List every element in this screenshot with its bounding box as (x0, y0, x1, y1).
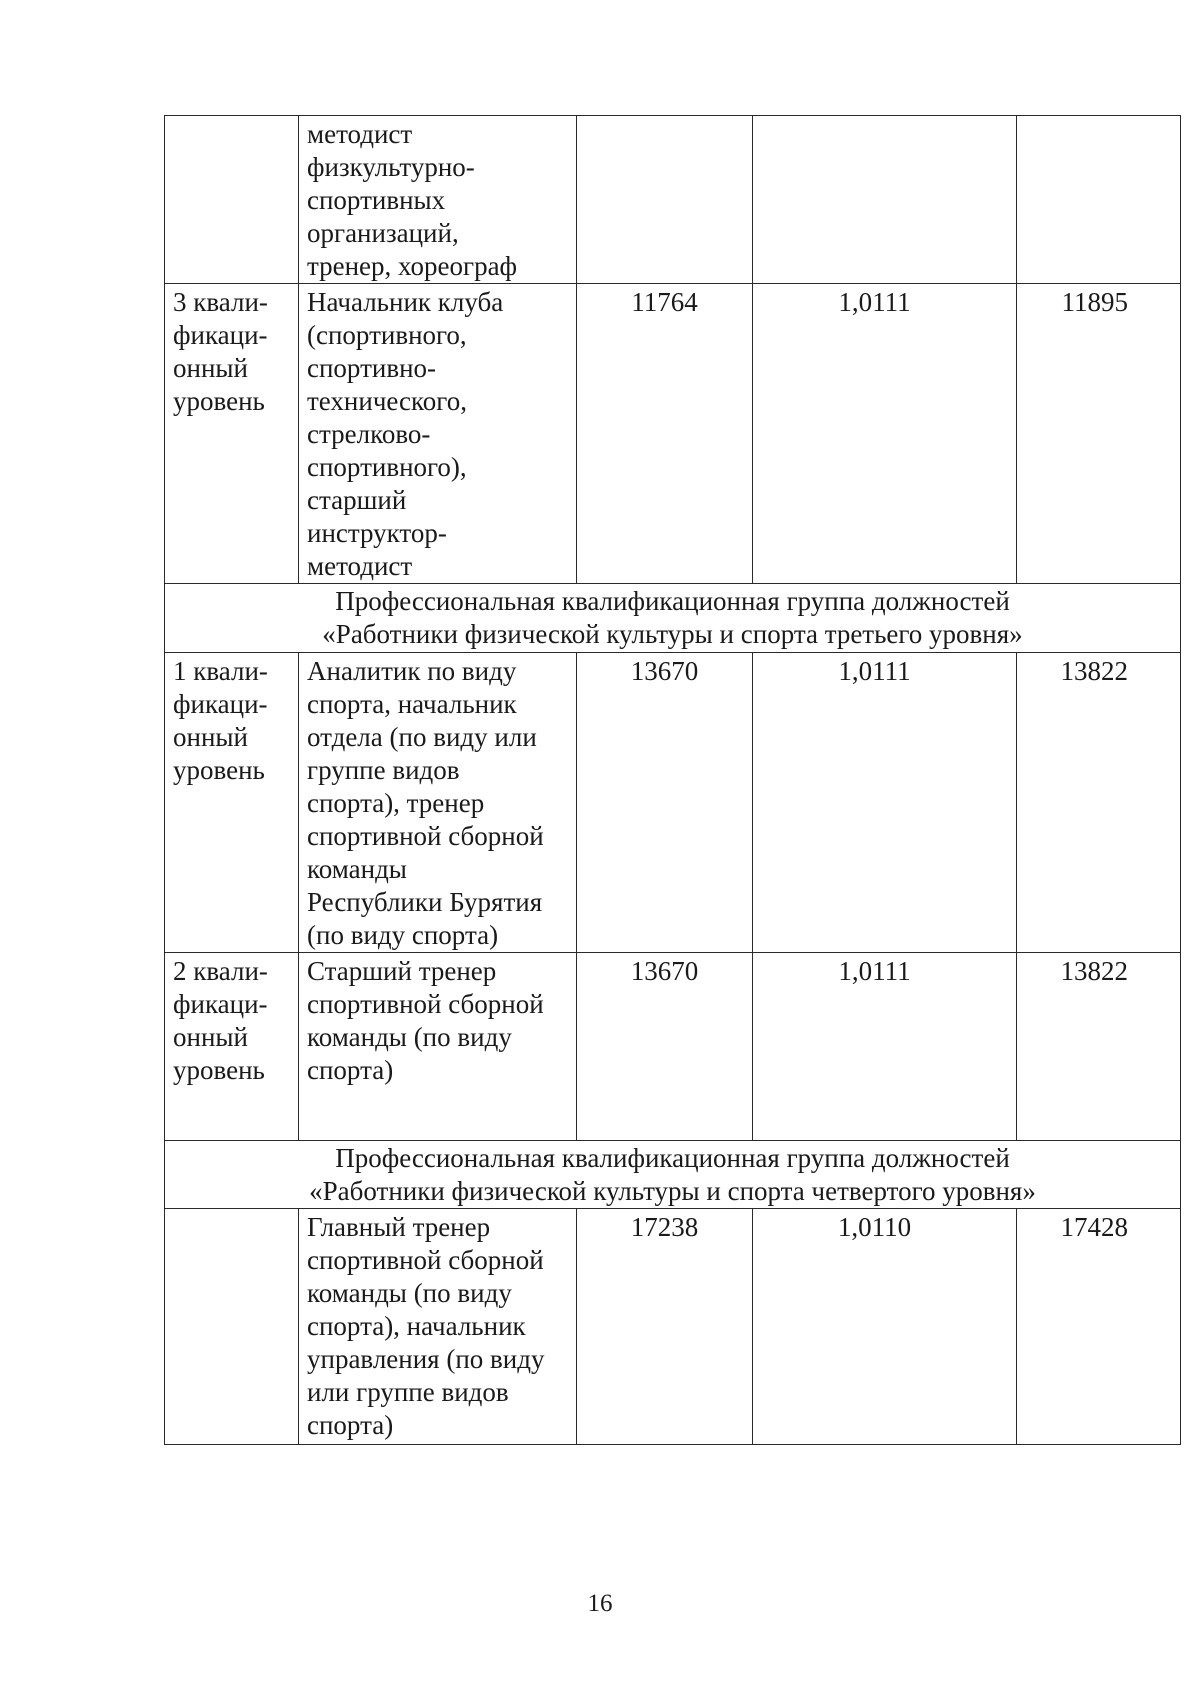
positions-cell: Аналитик по виду спорта, начальник отдела (по виду или группе видов спорта), тренер спортивной сборной команды Республики Бурятия (по виду спорта) (299, 653, 577, 953)
level-cell: 3 квали- фикаци- онный уровень (165, 284, 299, 584)
coefficient-cell: 1,0110 (753, 1209, 1017, 1445)
table-row (165, 284, 1181, 584)
salary-cell: 13822 (1017, 653, 1181, 953)
table-row (165, 1209, 1181, 1445)
group-header-cell: Профессиональная квалификационная группа должностей «Работники физической культуры и спорта третьего уровня» (165, 584, 1181, 653)
level-cell: 2 квали- фикаци- онный уровень (165, 953, 299, 1141)
base-salary-cell: 13670 (577, 653, 753, 953)
base-salary-cell: 11764 (577, 284, 753, 584)
level-cell: 1 квали- фикаци- онный уровень (165, 653, 299, 953)
base-salary-cell: 13670 (577, 953, 753, 1141)
salary-cell (1017, 116, 1181, 284)
level-cell (165, 1209, 299, 1445)
coefficient-cell: 1,0111 (753, 953, 1017, 1141)
coefficient-cell: 1,0111 (753, 284, 1017, 584)
salary-table (164, 115, 1181, 1445)
salary-cell: 17428 (1017, 1209, 1181, 1445)
level-cell (165, 116, 299, 284)
table-row (165, 653, 1181, 953)
table-row (165, 953, 1181, 1141)
table-row (165, 116, 1181, 284)
group-header-cell: Профессиональная квалификационная группа должностей «Работники физической культуры и спорта четвертого уровня» (165, 1141, 1181, 1209)
coefficient-cell: 1,0111 (753, 653, 1017, 953)
salary-cell: 13822 (1017, 953, 1181, 1141)
page-number: 16 (587, 1590, 613, 1617)
group-header-row (165, 584, 1181, 653)
positions-cell: Главный тренер спортивной сборной команды (по виду спорта), начальник управления (по виду или группе видов спорта) (299, 1209, 577, 1445)
coefficient-cell (753, 116, 1017, 284)
base-salary-cell (577, 116, 753, 284)
base-salary-cell: 17238 (577, 1209, 753, 1445)
positions-cell: методист физкультурно- спортивных организаций, тренер, хореограф (299, 116, 577, 284)
positions-cell: Начальник клуба (спортивного, спортивно- технического, стрелково- спортивного), старший инструктор- методист (299, 284, 577, 584)
group-header-row (165, 1141, 1181, 1209)
salary-cell: 11895 (1017, 284, 1181, 584)
positions-cell: Старший тренер спортивной сборной команды (по виду спорта) (299, 953, 577, 1141)
